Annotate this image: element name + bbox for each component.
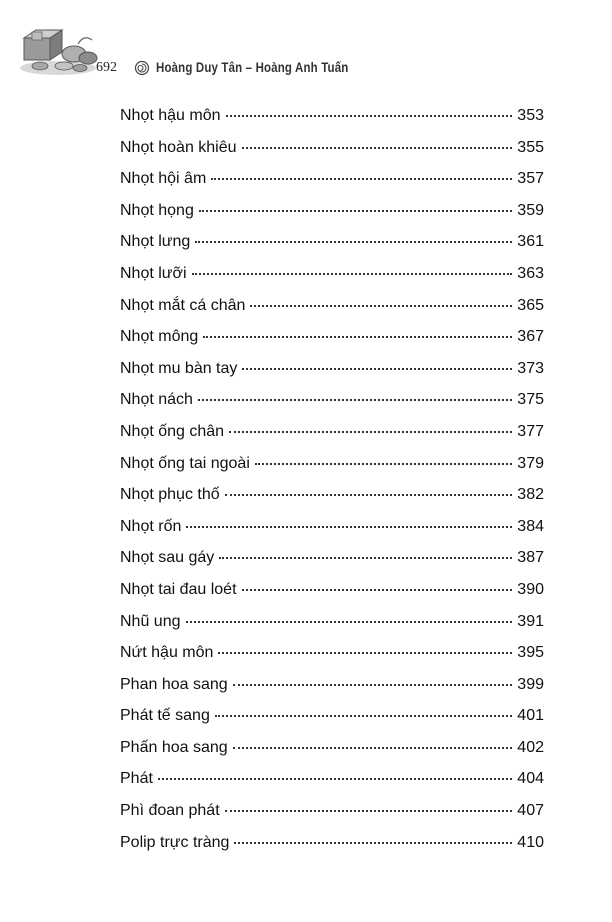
dot-leader <box>234 840 512 844</box>
toc-entry-title: Nhọt hoàn khiêu <box>120 138 237 156</box>
toc-entry-page: 359 <box>517 201 544 219</box>
toc-entry-title: Nhọt hậu môn <box>120 107 221 124</box>
toc-entry-title: Nhọt rốn <box>120 517 182 535</box>
toc-entry-page: 355 <box>517 138 544 156</box>
toc-entry <box>120 545 544 577</box>
toc-entry <box>120 451 544 483</box>
toc-entry-page: 399 <box>517 675 544 693</box>
toc-entry-title: Nhọt ống tai ngoài <box>120 454 250 472</box>
toc-entry-page: 361 <box>517 233 544 251</box>
toc-entry-page: 357 <box>517 170 544 188</box>
spiral-ornament-icon <box>134 60 150 76</box>
book-pile-illustration-icon <box>18 22 102 78</box>
toc-entry-title: Nhọt mu bàn tay <box>120 359 238 377</box>
table-of-contents <box>120 103 544 861</box>
toc-entry-page: 395 <box>517 644 544 662</box>
toc-entry-page: 407 <box>517 802 544 820</box>
toc-entry-page: 384 <box>517 517 544 535</box>
toc-entry-title: Nứt hậu môn <box>120 644 214 662</box>
toc-entry-page: 410 <box>517 833 544 851</box>
toc-entry <box>120 419 544 451</box>
toc-entry <box>120 324 544 356</box>
dot-leader <box>229 429 512 433</box>
toc-entry-title: Nhọt hội âm <box>120 170 207 188</box>
toc-entry <box>120 735 544 767</box>
toc-entry-title: Nhọt lưng <box>120 233 191 251</box>
dot-leader <box>218 650 512 654</box>
dot-leader <box>255 461 512 465</box>
toc-entry <box>120 482 544 514</box>
toc-entry-page: 365 <box>517 296 544 314</box>
page-header <box>18 22 578 78</box>
toc-entry <box>120 672 544 704</box>
toc-entry <box>120 798 544 830</box>
toc-entry-title: Nhọt họng <box>120 201 194 219</box>
toc-entry <box>120 766 544 798</box>
dot-leader <box>250 303 512 307</box>
toc-entry-page: 367 <box>517 328 544 346</box>
dot-leader <box>242 145 513 149</box>
toc-entry-page: 379 <box>517 454 544 472</box>
dot-leader <box>233 682 513 686</box>
dot-leader <box>225 808 513 812</box>
dot-leader <box>198 397 512 401</box>
dot-leader <box>195 239 512 243</box>
toc-entry-title: Nhọt mông <box>120 328 199 346</box>
toc-entry-title: Nhũ ung <box>120 612 181 630</box>
dot-leader <box>211 176 512 180</box>
toc-entry <box>120 514 544 546</box>
toc-entry-page: 404 <box>517 770 544 788</box>
toc-entry-page: 387 <box>517 549 544 567</box>
toc-entry-title: Phấn hoa sang <box>120 738 228 756</box>
toc-entry-title: Nhọt sau gáy <box>120 549 215 567</box>
page-number: 692 <box>96 60 117 75</box>
toc-entry <box>120 166 544 198</box>
toc-entry <box>120 135 544 167</box>
dot-leader <box>242 587 513 591</box>
dot-leader <box>158 776 512 780</box>
dot-leader <box>226 113 513 117</box>
running-title: Hoàng Duy Tân – Hoàng Anh Tuấn <box>156 59 349 75</box>
toc-entry-title: Phì đoan phát <box>120 802 220 820</box>
dot-leader <box>233 745 513 749</box>
toc-entry-page: 373 <box>517 359 544 377</box>
dot-leader <box>186 524 512 528</box>
toc-entry <box>120 103 544 135</box>
toc-entry-title: Phát <box>120 770 153 788</box>
toc-entry <box>120 387 544 419</box>
toc-entry <box>120 356 544 388</box>
dot-leader <box>242 366 512 370</box>
dot-leader <box>219 555 512 559</box>
toc-entry <box>120 640 544 672</box>
toc-entry-page: 363 <box>517 264 544 282</box>
toc-entry <box>120 293 544 325</box>
toc-entry <box>120 229 544 261</box>
toc-entry-page: 382 <box>517 486 544 504</box>
toc-entry-title: Nhọt phục thố <box>120 486 220 504</box>
toc-entry-title: Nhọt lưỡi <box>120 264 187 282</box>
toc-entry-title: Polip trực tràng <box>120 833 230 851</box>
toc-entry <box>120 198 544 230</box>
toc-entry-page: 353 <box>517 107 544 124</box>
toc-entry-page: 402 <box>517 738 544 756</box>
toc-entry-page: 391 <box>517 612 544 630</box>
toc-entry-title: Nhọt mắt cá chân <box>120 296 246 314</box>
toc-entry-title: Nhọt tai đau loét <box>120 580 237 598</box>
toc-entry-title: Nhọt ống chân <box>120 422 225 440</box>
toc-entry-page: 375 <box>517 391 544 409</box>
dot-leader <box>199 208 512 212</box>
dot-leader <box>225 492 513 496</box>
dot-leader <box>203 334 512 338</box>
dot-leader <box>215 713 512 717</box>
toc-entry <box>120 609 544 641</box>
toc-entry <box>120 830 544 862</box>
toc-entry-title: Nhọt nách <box>120 391 193 409</box>
toc-entry-page: 390 <box>517 580 544 598</box>
toc-entry-title: Phan hoa sang <box>120 675 228 693</box>
toc-entry-page: 377 <box>517 422 544 440</box>
dot-leader <box>186 619 513 623</box>
toc-entry-page: 401 <box>517 707 544 725</box>
toc-entry <box>120 261 544 293</box>
toc-entry-title: Phát tế sang <box>120 707 210 725</box>
toc-entry <box>120 577 544 609</box>
dot-leader <box>192 271 513 275</box>
toc-entry <box>120 703 544 735</box>
